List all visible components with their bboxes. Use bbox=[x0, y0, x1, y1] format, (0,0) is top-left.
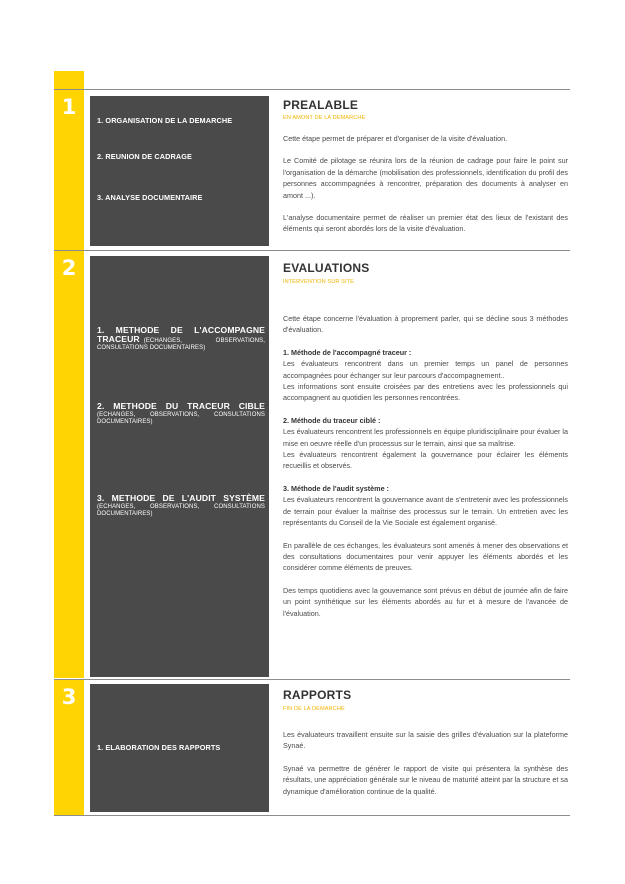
method-heading: 2. Méthode du traceur ciblé : bbox=[283, 415, 381, 425]
section-3-subtitle: FIN DE LA DEMARCHE bbox=[283, 706, 345, 712]
step-traceur-cible bbox=[97, 401, 265, 426]
paragraph: Synaé va permettre de générer le rapport de visite qui présentera la synthèse des résultats, une appréciation générale sur le niveau de maturité atteint par la structure et sa dynamique d'amélioration continue de la qualité. bbox=[283, 763, 568, 796]
paragraph: Les évaluateurs rencontrent la gouvernance avant de s'entretenir avec les professionnels de terrain pour évaluer la maîtrise des processus sur le terrain. Un entretien avec les représentants du Conseil de la Vie Sociale est également organisé. bbox=[283, 495, 568, 528]
step-accompagne-traceur-sub-inline: (ECHANGES, OBSERVATIONS, bbox=[143, 338, 265, 344]
step-analyse-documentaire: 3. ANALYSE DOCUMENTAIRE bbox=[97, 193, 203, 202]
paragraph: Les évaluateurs rencontrent également la gouvernance pour éclairer les éléments recueillis et observés. bbox=[283, 450, 568, 471]
paragraph: Cette étape permet de préparer et d'organiser de la visite d'évaluation. bbox=[283, 134, 508, 143]
paragraph: Cette étape concerne l'évaluation à proprement parler, qui se décline sous 3 méthodes d'évaluation. bbox=[283, 314, 568, 335]
step-audit-systeme bbox=[97, 493, 265, 518]
bottom-rule bbox=[54, 815, 570, 816]
paragraph: En parallèle de ces échanges, les évaluateurs sont amenés à mener des observations et des consultations documentaires pour venir appuyer les éléments abordés et les considérer comme éléments de preuves. bbox=[283, 540, 568, 573]
step-traceur-cible-sub: (ECHANGES, OBSERVATIONS, CONSULTATIONS DOCUMENTAIRES) bbox=[97, 412, 265, 426]
section-2-steps-panel bbox=[90, 256, 269, 677]
step-audit-systeme-label: 3. METHODE DE L'AUDIT SYSTÈME bbox=[97, 493, 265, 503]
section-3-body bbox=[283, 729, 568, 797]
section-2-body bbox=[283, 313, 568, 619]
section-2-title: EVALUATIONS bbox=[283, 261, 370, 275]
section-number-2: 2 bbox=[61, 256, 77, 280]
step-accompagne-traceur-sub-rest: CONSULTATIONS DOCUMENTAIRES) bbox=[97, 345, 206, 352]
step-organisation: 1. ORGANISATION DE LA DEMARCHE bbox=[97, 116, 233, 125]
method-heading: 1. Méthode de l'accompagné traceur : bbox=[283, 347, 412, 357]
yellow-bar-2 bbox=[54, 250, 84, 678]
paragraph: L'analyse documentaire permet de réaliser un premier état des lieux de l'existant des éléments qui seront abordés lors de la visite d'évaluation. bbox=[283, 213, 568, 234]
step-accompagne-traceur-label: 1. METHODE DE L'ACCOMPAGNE bbox=[97, 325, 265, 335]
paragraph: Les évaluateurs rencontrent dans un premier temps un panel de personnes accompagnées pour échanger sur leur parcours d'accompagnement.. bbox=[283, 359, 568, 380]
section-1-subtitle: EN AMONT DE LA DEMARCHE bbox=[283, 115, 366, 121]
step-accompagne-traceur-sub bbox=[97, 336, 265, 345]
section-1-body bbox=[283, 133, 568, 235]
step-reunion-cadrage: 2. REUNION DE CADRAGE bbox=[97, 152, 192, 161]
step-elaboration-rapports: 1. ELABORATION DES RAPPORTS bbox=[97, 743, 221, 752]
paragraph: Les informations sont ensuite croisées par des entretiens avec les professionnels qui accompagnent au quotidien les personnes rencontrées. bbox=[283, 382, 568, 403]
step-accompagne-traceur-label-2: TRACEUR bbox=[97, 334, 140, 344]
section-number-3: 3 bbox=[61, 685, 77, 709]
section-1-title: PREALABLE bbox=[283, 98, 359, 112]
step-accompagne-traceur bbox=[97, 325, 265, 352]
section-number-1: 1 bbox=[61, 95, 77, 119]
paragraph: Des temps quotidiens avec la gouvernance sont prévus en début de journée afin de faire un point synthétique sur les éléments abordés au fur et à mesure de l'avancée de l'évaluation. bbox=[283, 585, 568, 618]
paragraph: Le Comité de pilotage se réunira lors de la réunion de cadrage pour faire le point sur l'organisation de la démarche (mobilisation des professionnels, identification du profil des personnes accommpagnées à rencontrer, préparation des documents à analyser en amont ...). bbox=[283, 156, 568, 200]
section-2-subtitle: INTERVENTION SUR SITE bbox=[283, 279, 354, 285]
section-2-top-rule bbox=[54, 250, 570, 251]
step-audit-systeme-sub: (ECHANGES, OBSERVATIONS, CONSULTATIONS DOCUMENTAIRES) bbox=[97, 504, 265, 518]
method-heading: 3. Méthode de l'audit système : bbox=[283, 483, 389, 493]
section-1-top-rule bbox=[54, 89, 570, 90]
paragraph: Les évaluateurs rencontrent les professionnels en équipe pluridisciplinaire pour évaluer la mise en oeuvre réelle d'un processus sur le terrain, ainsi que sa maîtrise. bbox=[283, 427, 568, 448]
section-3-title: RAPPORTS bbox=[283, 688, 352, 702]
step-traceur-cible-label: 2. METHODE DU TRACEUR CIBLE bbox=[97, 401, 265, 411]
section-3-top-rule bbox=[54, 679, 570, 680]
paragraph: Les évaluateurs travaillent ensuite sur la saisie des grilles d'évaluation sur la plateforme Synaé. bbox=[283, 730, 568, 751]
